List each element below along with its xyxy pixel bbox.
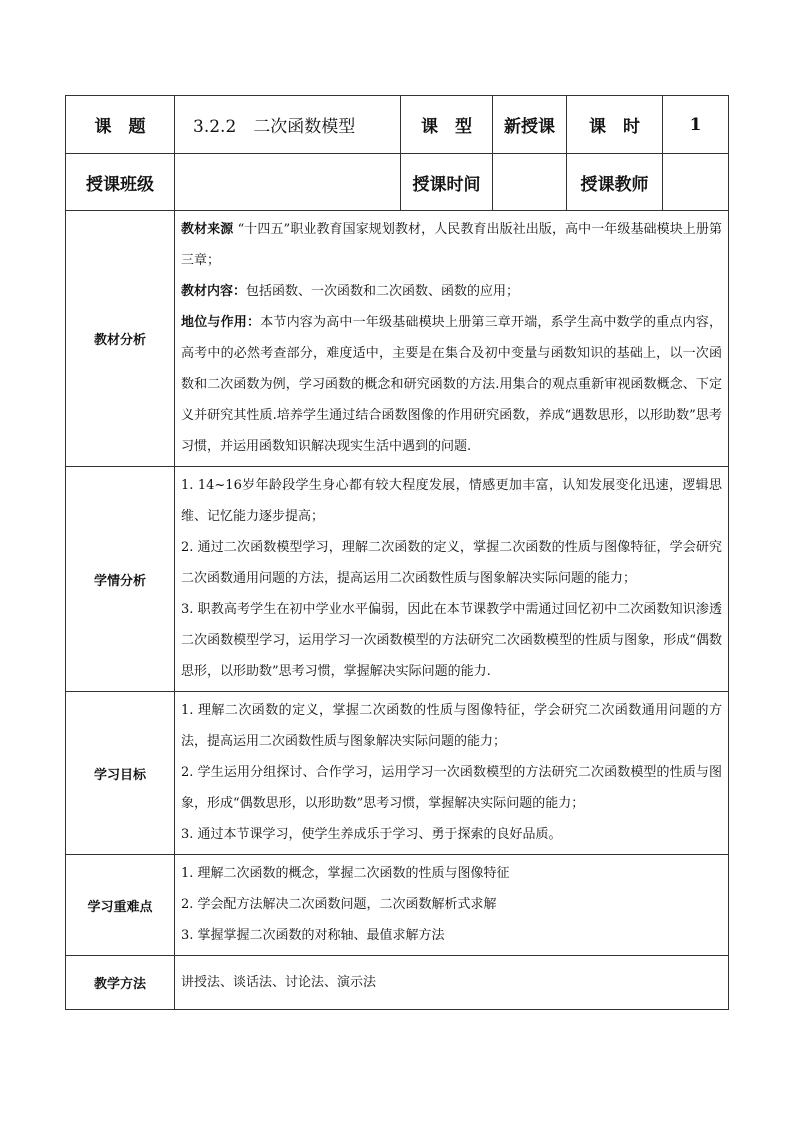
header-row-2 bbox=[66, 154, 729, 211]
student-analysis-content bbox=[175, 467, 729, 692]
list-item: 3. 掌握掌握二次函数的对称轴、最值求解方法 bbox=[181, 928, 445, 943]
list-item: 1. 14~16岁年龄段学生身心都有较大程度发展，情感更加丰富，认知发展变化迅速，逻辑思维、记忆能力逐步提高； bbox=[181, 478, 722, 524]
material-source-title: 教材来源 bbox=[181, 222, 234, 237]
hours-label: 课 时 bbox=[567, 96, 663, 154]
teacher-value bbox=[663, 154, 729, 211]
key-points-label: 学习重难点 bbox=[66, 855, 175, 956]
list-item: 1. 理解二次函数的定义，掌握二次函数的性质与图像特征，学会研究二次函数通用问题的方法，提高运用二次函数性质与图象解决实际问题的能力； bbox=[181, 703, 722, 749]
material-content bbox=[181, 276, 722, 307]
methods-row bbox=[66, 956, 729, 1010]
material-analysis-content bbox=[175, 211, 729, 467]
time-value bbox=[493, 154, 567, 211]
list-item: 3. 通过本节课学习，使学生养成乐于学习、勇于探索的良好品质。 bbox=[181, 827, 562, 842]
class-label: 授课班级 bbox=[66, 154, 175, 211]
student-analysis-row bbox=[66, 467, 729, 692]
key-points-content bbox=[175, 855, 729, 956]
material-role bbox=[181, 307, 722, 462]
type-value: 新授课 bbox=[493, 96, 567, 154]
material-role-text: 本节内容为高中一年级基础模块上册第三章开端，系学生高中数学的重点内容，高考中的必然考查部分，难度适中，主要是在集合及初中变量与函数知识的基础上，以一次函数和二次函数为例，学习函数的概念和研究函数的方法.用集合的观点重新审视函数概念、下定义并研究其性质.培养学生通过结合函数图像的作用研究函数，养成“遇数思形，以形助数”思考习惯，并运用函数知识解决现实生活中遇到的问题. bbox=[181, 315, 722, 454]
material-source-text: “十四五”职业教育国家规划教材，人民教育出版社出版，高中一年级基础模块上册第三章； bbox=[181, 222, 722, 268]
list-item: 2. 通过二次函数模型学习，理解二次函数的定义，掌握二次函数的性质与图像特征，学会研究二次函数通用问题的方法，提高运用二次函数性质与图象解决实际问题的能力； bbox=[181, 540, 722, 586]
list-item: 2. 学生运用分组探讨、合作学习，运用学习一次函数模型的方法研究二次函数模型的性质与图象，形成“偶数思形，以形助数”思考习惯，掌握解决实际问题的能力； bbox=[181, 765, 722, 811]
topic-value: 3.2.2 二次函数模型 bbox=[175, 96, 401, 154]
time-label: 授课时间 bbox=[401, 154, 493, 211]
material-analysis-label: 教材分析 bbox=[66, 211, 175, 467]
learning-goals-content bbox=[175, 692, 729, 855]
hours-value: 1 bbox=[663, 96, 729, 154]
lesson-plan-table bbox=[65, 95, 729, 1010]
student-analysis-label: 学情分析 bbox=[66, 467, 175, 692]
material-analysis-row bbox=[66, 211, 729, 467]
list-item: 1. 理解二次函数的概念，掌握二次函数的性质与图像特征 bbox=[181, 866, 510, 881]
material-source bbox=[181, 214, 722, 276]
material-content-text: 包括函数、一次函数和二次函数、函数的应用； bbox=[246, 284, 520, 299]
material-role-title: 地位与作用： bbox=[181, 315, 261, 330]
methods-label: 教学方法 bbox=[66, 956, 175, 1010]
teacher-label: 授课教师 bbox=[567, 154, 663, 211]
key-points-row bbox=[66, 855, 729, 956]
list-item: 2. 学会配方法解决二次函数问题，二次函数解析式求解 bbox=[181, 897, 497, 912]
learning-goals-row bbox=[66, 692, 729, 855]
type-label: 课 型 bbox=[401, 96, 493, 154]
material-content-title: 教材内容： bbox=[181, 284, 247, 299]
list-item: 3. 职教高考学生在初中学业水平偏弱，因此在本节课教学中需通过回忆初中二次函数知识渗透二次函数模型学习，运用学习一次函数模型的方法研究二次函数模型的性质与图象，形成“偶数思形，以形助数”思考习惯，掌握解决实际问题的能力. bbox=[181, 602, 722, 679]
methods-text: 讲授法、谈话法、讨论法、演示法 bbox=[181, 974, 377, 990]
methods-content bbox=[175, 956, 729, 1010]
topic-label: 课 题 bbox=[66, 96, 175, 154]
class-value bbox=[175, 154, 401, 211]
learning-goals-label: 学习目标 bbox=[66, 692, 175, 855]
header-row-1 bbox=[66, 96, 729, 154]
lesson-plan bbox=[65, 95, 728, 1010]
